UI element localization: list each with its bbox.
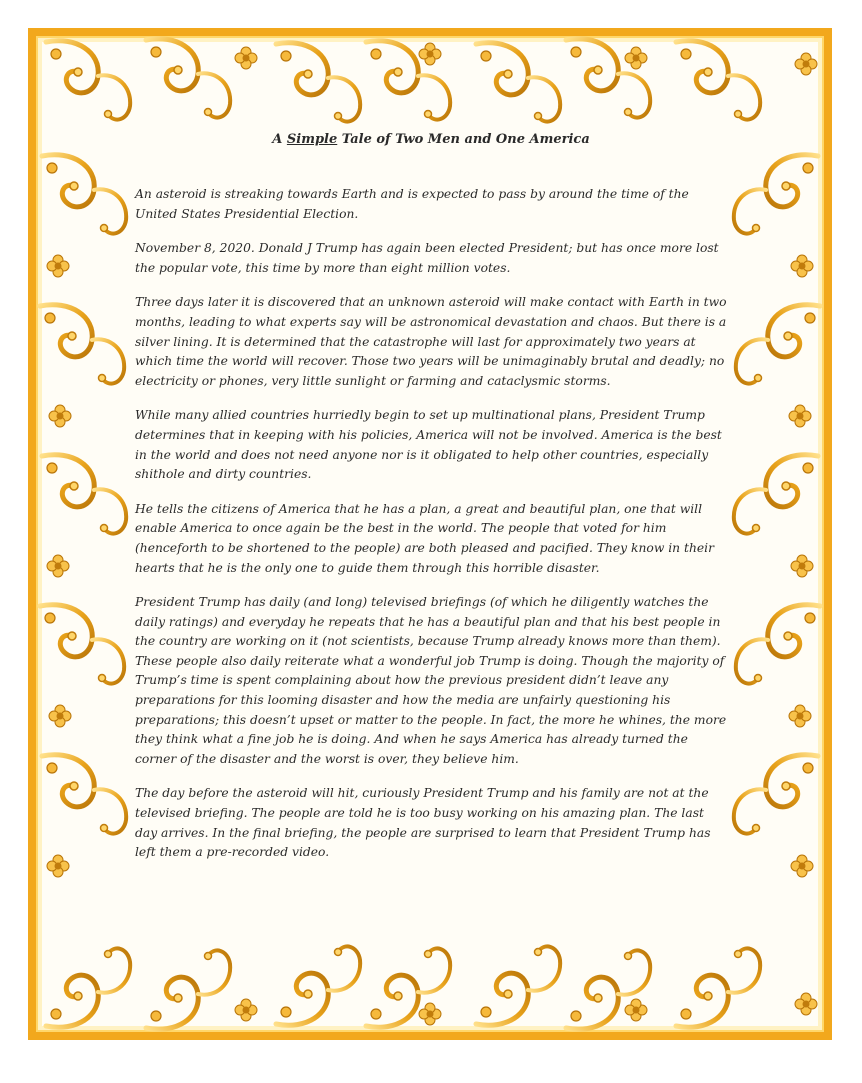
paragraph: Three days later it is discovered that an unknown asteroid will make contact with Earth in two months, leading to what experts say will be astronomical devastation and chaos. But there is a silver lining. It is determined that the catastrophe will last for approximately two years at which time the world will recover. Those two years will be unimaginably brutal and deadly; no electricity or phones, very little sunlight or farming and cataclysmic storms. — [135, 295, 727, 388]
title-suffix: Tale of Two Men and One America — [337, 132, 590, 147]
paragraph: While many allied countries hurriedly begin to set up multinational plans, President Trump determines that in keeping with his policies, America will not be involved. America is the best in the world and does not need anyone nor is it obligated to help other countries, especially shithole and dirty countries. — [135, 408, 722, 482]
paragraph: President Trump has daily (and long) televised briefings (of which he diligently watches the daily ratings) and everyday he repeats that he has a beautiful plan and that his best people in the country are working on it (not scientists, because Trump already knows more than them). These people also daily reiterate what a wonderful job Trump is doing. Though the majority of Trump’s time is spent complaining about how the previous president didn’t leave any preparations for this looming disaster and how the media are unfairly questioning his preparations; this doesn’t upset or matter to the people. In fact, the more he whines, the more they think what a fine job he is doing. And when he says America has already turned the corner of the disaster and the worst is over, they believe him. — [135, 595, 727, 766]
paragraph: He tells the citizens of America that he has a plan, a great and beautiful plan, one that will enable America to once again be the best in the world. The people that voted for him (henceforth to be shortened to the people) are both pleased and pacified. They know in their hearts that he is the only one to guide them through this horrible disaster. — [135, 501, 714, 575]
paragraph: The day before the asteroid will hit, curiously President Trump and his family are not at the televised briefing. The people are told he is too busy working on his amazing plan. The last day arrives. In the final briefing, the people are surprised to learn that President Trump has left them a pre-recorded video. — [135, 786, 711, 860]
document-title — [135, 132, 727, 147]
document-body — [135, 132, 727, 878]
title-emphasis: Simple — [286, 132, 338, 147]
paragraph: November 8, 2020. Donald J Trump has again been elected President; but has once more lost the popular vote, this time by more than eight million votes. — [135, 241, 719, 275]
title-prefix: A — [272, 132, 287, 147]
paragraph: An asteroid is streaking towards Earth and is expected to pass by around the time of the United States Presidential Election. — [135, 187, 689, 221]
